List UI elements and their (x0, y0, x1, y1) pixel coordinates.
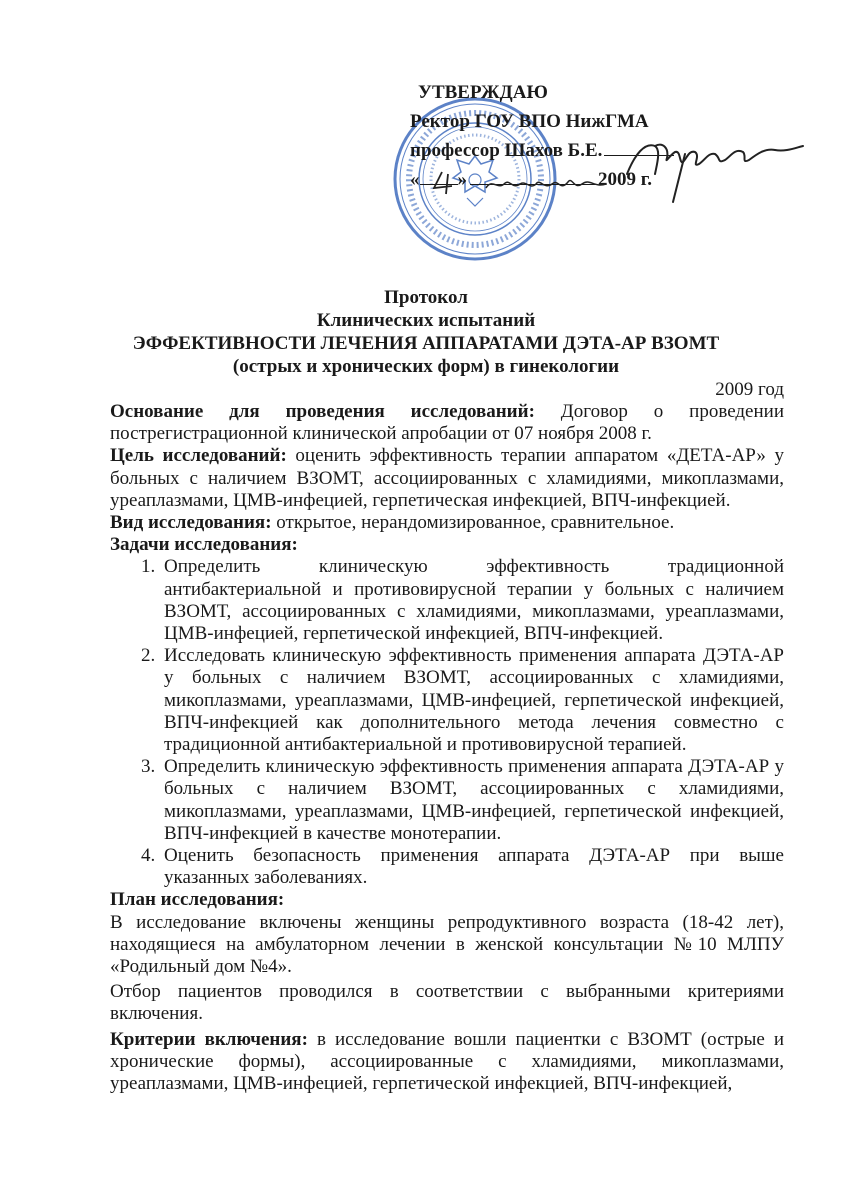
type-label: Вид исследования: (110, 512, 272, 534)
approval-name: профессор Шахов Б.Е. (410, 140, 603, 161)
date-close-quote: » (457, 169, 467, 190)
goal-label: Цель исследований: (110, 445, 287, 467)
tasks-list (110, 556, 784, 889)
task-item: 3. Определить клиническую эффективность применения аппарата ДЭТА-АР у больных с наличием ВЗОМТ, ассоциированных с хламидиями, микоплазмами, уреаплазмами, ЦМВ-инфецией, герпетической инфекцией, ВПЧ-инфекцией в качестве монотерапии. (160, 756, 784, 845)
date-open-quote: « (410, 169, 420, 190)
task-item: 1. Определить клиническую эффективность традиционной антибактериальной и противовирусной терапии у больных с наличием ВЗОМТ, ассоциированных с хламидиями, микоплазмами, уреаплазмами, ЦМВ-инфецией, герпетической инфекцией, ВПЧ-инфекцией. (160, 556, 784, 645)
title-line-1: Протокол (384, 287, 468, 308)
approval-heading: УТВЕРЖДАЮ (418, 82, 548, 103)
document-year: 2009 год (715, 379, 784, 400)
type-paragraph (110, 512, 784, 534)
handwritten-month (482, 172, 612, 196)
criteria-paragraph (110, 1029, 784, 1096)
handwritten-day (428, 170, 462, 196)
task-item: 2. Исследовать клиническую эффективность применения аппарата ДЭТА-АР у больных с наличием ВЗОМТ, ассоциированных с хламидиями, микоплазмами, уреаплазмами, ЦМВ-инфецией, герпетической инфекцией, ВПЧ-инфекцией как дополнительного метода лечения совместно с традиционной антибактериальной и противовирусной терапией. (160, 645, 784, 756)
plan-paragraph-1: В исследование включены женщины репродуктивного возраста (18-42 лет), находящиеся на амбулаторном лечении в женской консультации №10 МЛПУ «Родильный дом №4». (110, 911, 784, 978)
title-line-2: Клинических испытаний (316, 310, 536, 331)
task-item: 4. Оценить безопасность применения аппарата ДЭТА-АР при выше указанных заболеваниях. (160, 845, 784, 889)
type-text: открытое, нерандомизированное, сравнительное. (271, 512, 675, 534)
document-body (110, 401, 784, 1095)
basis-paragraph (110, 401, 784, 445)
document-title (0, 286, 852, 378)
goal-text: оценить эффективность терапии аппаратом «ДЕТА-АР» у больных с наличием ВЗОМТ, ассоциированных с хламидиями, микоплазмами, уреаплазмами, ЦМВ-инфецией, герпетическая инфекцией, ВПЧ-инфекцией. (110, 445, 784, 511)
approval-position: Ректор ГОУ ВПО НижГМА (410, 111, 649, 132)
plan-heading: План исследования: (110, 889, 285, 911)
plan-paragraph-2: Отбор пациентов проводился в соответствии с выбранными критериями включения. (110, 981, 784, 1025)
basis-label: Основание для проведения исследований: (110, 401, 535, 422)
title-line-3: ЭФФЕКТИВНОСТИ ЛЕЧЕНИЯ АППАРАТАМИ ДЭТА-АР ВЗОМТ (132, 333, 720, 354)
tasks-heading: Задачи исследования: (110, 534, 298, 556)
handwritten-signature (625, 134, 805, 204)
basis-text: Договор о проведении пострегистрационной клинической апробации от 07 ноября 2008 г. (110, 401, 784, 445)
criteria-text: в исследование вошли пациентки с ВЗОМТ (острые и хронические формы), ассоциированные с хламидиями, микоплазмами, уреаплазмами, ЦМВ-инфецией, герпетической инфекцией, ВПЧ-инфекцией, (110, 1028, 784, 1095)
criteria-label: Критерии включения: (110, 1028, 308, 1050)
title-line-4: (острых и хронических форм) в гинекологии (232, 356, 620, 377)
date-year: 2009 г. (598, 169, 652, 190)
goal-paragraph (110, 445, 784, 512)
